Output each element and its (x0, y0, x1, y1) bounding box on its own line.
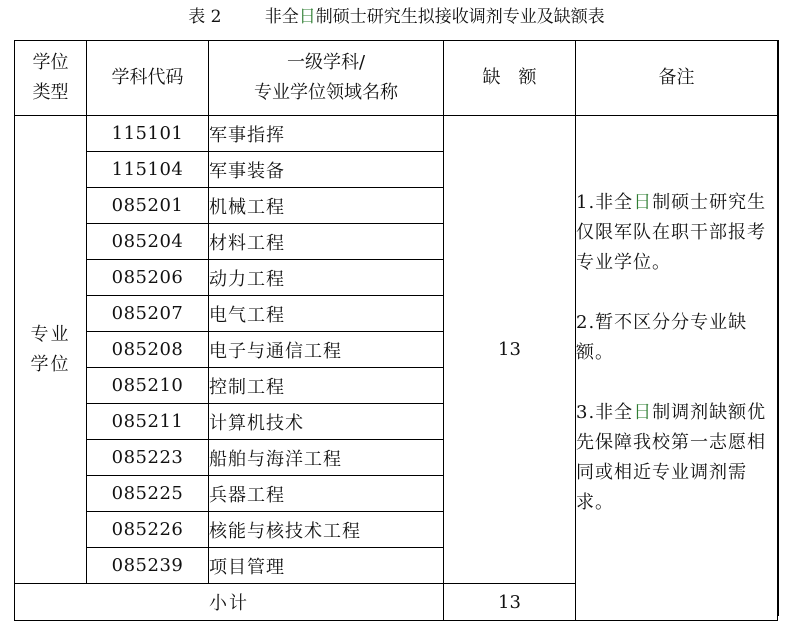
code-cell: 085207 (87, 296, 209, 332)
name-cell: 动力工程 (209, 260, 444, 296)
note-3: 3.非全日制调剂缺额优先保障我校第一志愿相同或相近专业调剂需求。 (576, 402, 767, 513)
note-2: 2.暂不区分分专业缺额。 (576, 312, 748, 363)
degree-type-cell: 专业 学位 (15, 116, 87, 584)
quota-cell: 13 (444, 116, 576, 584)
name-cell: 材料工程 (209, 224, 444, 260)
code-cell: 085226 (87, 512, 209, 548)
code-cell: 085223 (87, 440, 209, 476)
header-code: 学科代码 (87, 41, 209, 116)
header-notes: 备注 (576, 41, 778, 116)
code-cell: 085225 (87, 476, 209, 512)
code-cell: 085206 (87, 260, 209, 296)
name-cell: 控制工程 (209, 368, 444, 404)
code-cell: 085210 (87, 368, 209, 404)
header-row (15, 41, 778, 116)
table-row (15, 116, 778, 152)
name-cell: 项目管理 (209, 548, 444, 584)
notes-cell (576, 116, 778, 621)
table-number: 表 2 (188, 7, 222, 27)
name-cell: 计算机技术 (209, 404, 444, 440)
name-cell: 电气工程 (209, 296, 444, 332)
name-cell: 军事指挥 (209, 116, 444, 152)
subtotal-value: 13 (444, 584, 576, 621)
table-title-part: 非全 (264, 7, 299, 27)
name-cell: 核能与核技术工程 (209, 512, 444, 548)
code-cell: 115104 (87, 152, 209, 188)
table-caption (0, 4, 793, 30)
code-cell: 085211 (87, 404, 209, 440)
note-1: 1.非全日制硕士研究生仅限军队在职干部报考专业学位。 (576, 192, 767, 273)
code-cell: 085239 (87, 548, 209, 584)
name-cell: 机械工程 (209, 188, 444, 224)
table-title-part: 制硕士研究生拟接收调剂专业及缺额表 (315, 7, 605, 27)
code-cell: 085208 (87, 332, 209, 368)
header-name: 一级学科/ 专业学位领域名称 (209, 41, 444, 116)
code-cell: 085201 (87, 188, 209, 224)
name-cell: 电子与通信工程 (209, 332, 444, 368)
header-degree-type: 学位 类型 (15, 41, 87, 116)
name-cell: 军事装备 (209, 152, 444, 188)
name-cell: 船舶与海洋工程 (209, 440, 444, 476)
table-title-highlight: 日 (298, 7, 316, 27)
name-cell: 兵器工程 (209, 476, 444, 512)
code-cell: 085204 (87, 224, 209, 260)
code-cell: 115101 (87, 116, 209, 152)
header-quota: 缺 额 (444, 41, 576, 116)
subtotal-label: 小计 (15, 584, 444, 621)
quota-table (14, 40, 778, 621)
